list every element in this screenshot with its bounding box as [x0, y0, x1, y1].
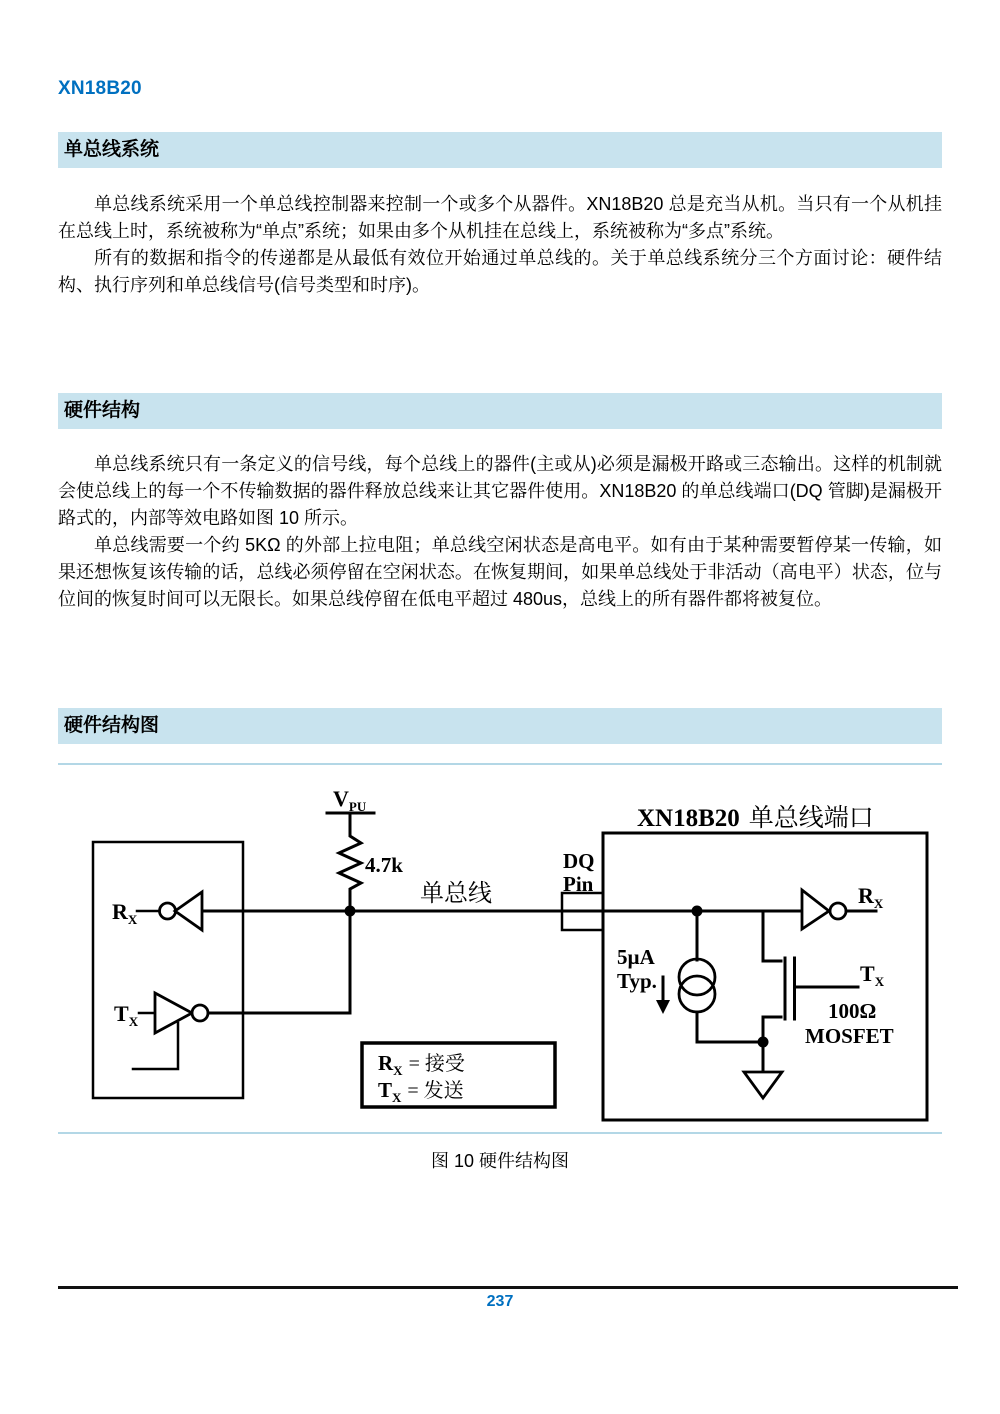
rx-label-main: R — [378, 1051, 394, 1075]
section-onewire-text — [58, 191, 942, 299]
rx-label-sub: X — [127, 912, 138, 927]
paragraph: 单总线需要一个约 5KΩ 的外部上拉电阻；单总线空闲状态是高电平。如有由于某种需要暂停某一传输，如果还想恢复该传输的话，总线必须停留在空闲状态。在恢复期间，如果单总线处于非活动（高电平）状态，位与位间的恢复时间可以无限长。如果总线停留在低电平超过 480us，总线上的所有器件都将被复位。 — [58, 535, 942, 609]
pin-label: Pin — [563, 872, 594, 896]
rx-right-bubble — [830, 903, 846, 919]
vpu-label-main: V — [333, 786, 349, 811]
current-value-label: 5µA — [617, 945, 655, 969]
vpu-label — [333, 786, 367, 814]
rx-right-label — [858, 883, 884, 911]
port-title-cn: 单总线端口 — [748, 805, 874, 832]
port-title-model: XN18B20 — [637, 805, 740, 832]
legend-rx-line — [378, 1051, 465, 1078]
ground-symbol — [744, 1072, 782, 1098]
paragraph: 单总线系统采用一个单总线控制器来控制一个或多个从器件。XN18B20 总是充当从机。当只有一个从机挂在总线上时，系统被称为“单点”系统；如果由多个从机挂在总线上，系统被称为“多点”系统。 — [58, 194, 942, 241]
section-heading-onewire-system — [58, 132, 942, 168]
current-typ-label: Typ. — [617, 969, 657, 993]
mosfet-drain-wire — [763, 911, 781, 961]
rx-label-sub: X — [393, 1063, 403, 1078]
legend-tx-equals: = 发送 — [407, 1080, 464, 1102]
paragraph: 所有的数据和指令的传递都是从最低有效位开始通过单总线的。关于单总线系统分三个方面讨论：硬件结构、执行序列和单总线信号(信号类型和时序)。 — [58, 248, 942, 295]
divider-rule-bottom — [58, 1132, 942, 1134]
rx-right-inverter — [802, 890, 829, 929]
brand-title: XN18B20 — [58, 78, 142, 99]
current-arrow-head — [656, 1000, 670, 1014]
legend-rx-equals: = 接受 — [408, 1053, 465, 1075]
tx-label-sub: X — [392, 1090, 402, 1105]
bus-name-label: 单总线 — [420, 881, 492, 907]
section-heading-label: 硬件结构图 — [64, 715, 160, 736]
section-heading-hardware-diagram — [58, 708, 942, 744]
tx-left-label — [114, 1001, 139, 1029]
rx-left-label — [112, 899, 138, 927]
paragraph: 单总线系统只有一条定义的信号线，每个总线上的器件(主或从)必须是漏极开路或三态输出。这样的机制就会使总线上的每一个不传输数据的器件释放总线来让其它器件使用。XN18B20 的单总线端口(DQ 管脚)是漏极开路式的，内部等效电路如图 10 所示。 — [58, 454, 942, 528]
rx-label-sub: X — [873, 896, 884, 911]
resistor-value-label: 4.7k — [365, 853, 403, 877]
section-heading-hardware-structure — [58, 393, 942, 429]
rx-label-main: R — [858, 883, 874, 908]
tx-label-main: T — [114, 1001, 129, 1026]
master-box — [93, 842, 243, 1098]
legend-tx-line — [378, 1078, 464, 1105]
figure-caption: 图 10 硬件结构图 — [430, 1151, 570, 1171]
section-heading-label: 单总线系统 — [64, 139, 160, 160]
page-number: 237 — [486, 1293, 514, 1310]
mosfet-word-label: MOSFET — [805, 1024, 894, 1048]
pullup-resistor — [339, 832, 361, 911]
section-hardware-text — [58, 451, 942, 613]
tx-left-inverter — [155, 993, 192, 1033]
tx-label-main: T — [860, 961, 875, 986]
hardware-structure-diagram — [0, 775, 1000, 1140]
port-title — [637, 804, 874, 832]
tx-label-sub: X — [128, 1014, 139, 1029]
tx-label-main: T — [378, 1078, 393, 1102]
section-heading-label: 硬件结构 — [64, 400, 141, 421]
rx-label-main: R — [112, 899, 128, 924]
tx-label-sub: X — [874, 974, 885, 989]
divider-rule-top — [58, 763, 942, 765]
tx-right-label — [860, 961, 885, 989]
tx-left-bubble — [192, 1005, 208, 1021]
mosfet-value-label: 100Ω — [828, 999, 877, 1023]
rx-left-inverter — [175, 892, 202, 930]
dq-label: DQ — [563, 849, 595, 873]
footer-rule — [58, 1286, 958, 1289]
vpu-label-sub: PU — [348, 799, 367, 814]
